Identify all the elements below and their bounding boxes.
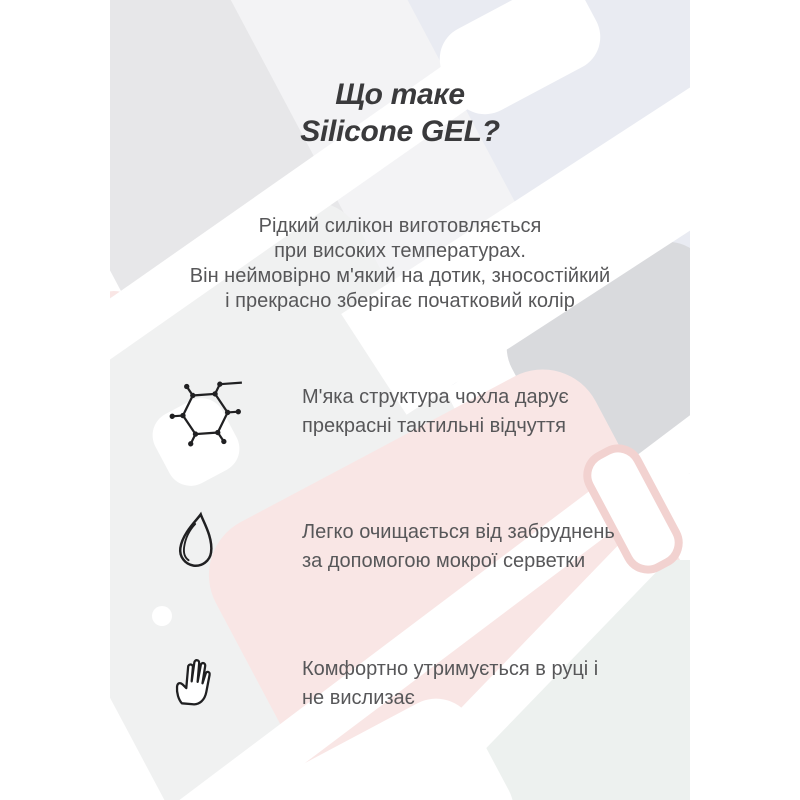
feature-easy-cleaning bbox=[302, 518, 702, 576]
feature-line: Легко очищається від забруднень bbox=[302, 521, 615, 543]
feature-line: М'яка структура чохла дарує bbox=[302, 386, 569, 408]
intro-line: Він неймовірно м'який на дотик, зносостійкий bbox=[189, 265, 611, 287]
water-drop-icon bbox=[176, 511, 218, 571]
feature-comfortable-grip bbox=[302, 655, 702, 713]
page-title bbox=[0, 76, 800, 150]
page-title-line2: Silicone GEL? bbox=[300, 115, 500, 149]
intro-text bbox=[0, 214, 800, 314]
molecule-icon bbox=[164, 372, 250, 456]
feature-soft-structure bbox=[302, 383, 702, 441]
feature-line: не вислизає bbox=[302, 687, 415, 709]
intro-line: Рідкий силікон виготовляється bbox=[258, 215, 542, 237]
feature-line: Комфортно утримується в руці і bbox=[302, 658, 599, 680]
page-title-line1: Що таке bbox=[335, 78, 465, 112]
feature-line: за допомогою мокрої серветки bbox=[302, 550, 586, 572]
open-hand-icon bbox=[170, 652, 218, 710]
intro-line: при високих температурах. bbox=[274, 240, 526, 262]
feature-line: прекрасні тактильні відчуття bbox=[302, 415, 566, 437]
intro-line: і прекрасно зберігає початковий колір bbox=[225, 290, 575, 312]
